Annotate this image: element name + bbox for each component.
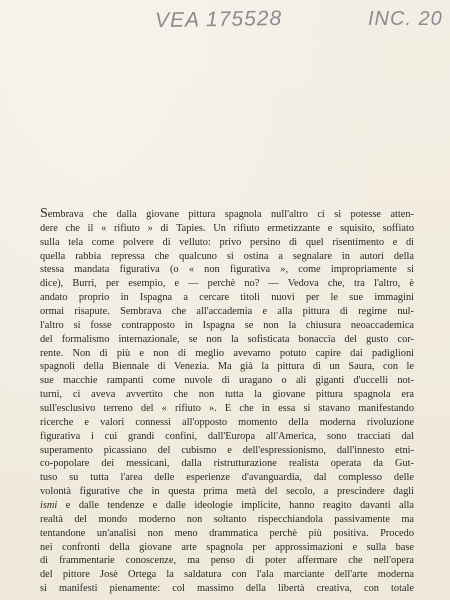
text-line-19: co-popolare dei messicani, dalla ristrutturazione realista operata da Gut- <box>40 458 414 470</box>
initial-letter: S <box>40 206 48 221</box>
text-line-26: di frammentarie conoscenze, ma penso di poter affermare che nell'opera <box>40 555 414 567</box>
inventory-number-stamp <box>368 8 443 31</box>
inventory-stamp-text: VEA 175528 <box>154 6 283 33</box>
inventory-stamp <box>155 7 283 33</box>
text-line-5: stessa mandata figurativa (o « non figurativa », come impropriamente si <box>40 264 414 276</box>
text-line-11: rente. Non di più e non di meglio avevamo potuto capire dai padiglioni <box>40 347 414 359</box>
inventory-number-text: INC. 20 <box>368 8 443 30</box>
text-line-13: sue macchie rampanti come nuvole di uragano o ali giganti d'uccelli not- <box>40 375 414 387</box>
text-line-22: ismi e dalle tendenze e dalle ideologie implicite, hanno reagito davanti alla <box>40 500 414 512</box>
text-line-4: quella rabbia repressa che qualcuno si ostina a segnalare in autori della <box>40 250 414 262</box>
text-line-14: turni, ci aveva avvertito che non tutta la giovane pittura spagnola era <box>40 389 414 401</box>
text-line-7: andato proprio in Ispagna a cercare titoli nuovi per le sue immagini <box>40 292 414 304</box>
text-line-25: nei confronti della giovane arte spagnola per approssimazioni e sulla base <box>40 541 414 553</box>
text-line-24: tentandone un'analisi non meno drammatica perchè più positiva. Procedo <box>40 527 414 539</box>
text-line-28: si manifesti pienamente: col massimo della libertà creativa, con totale <box>40 583 414 595</box>
text-line-23: realtà del mondo moderno non soltanto rispecchiandola passivamente ma <box>40 513 414 525</box>
text-line-15: sull'esclusivo terreno del « rifiuto ». E che in essa si stavano manifestando <box>40 403 414 415</box>
text-line-12: spagnoli della Biennale di Venezia. Ma già la pittura di un Saura, con le <box>40 361 414 373</box>
text-line-2: dere che il « rifiuto » di Tapies. Un rifiuto ermetizzante e squisito, soffiato <box>40 222 414 234</box>
article-paragraph <box>40 207 414 596</box>
text-line-16: ricerche e valori connessi all'opposto momento della moderna rivoluzione <box>40 416 414 428</box>
text-line-9: l'altro si fosse contrapposto in Ispagna se non la chiusura neoaccademica <box>40 319 414 331</box>
text-line-6: dice), Burri, per esempio, e — perchè no? — Vedova che, tra l'altro, è <box>40 278 414 290</box>
text-line-27: del pittore Josè Ortega la saldatura con l'ala marciante dell'arte moderna <box>40 569 414 581</box>
text-line-8: ormai risapute. Sembrava che all'accademia e alla pittura di regime nul- <box>40 306 414 318</box>
text-line-20: tuso su tutta l'area delle esperienze d'avanguardia, dal complesso delle <box>40 472 414 484</box>
text-line-10: del formalismo internazionale, se non la sofisticata bonaccia del gusto cor- <box>40 333 414 345</box>
text-line-3: sulla tela come polvere di velluto: privo persino di quel risentimento e di <box>40 236 414 248</box>
italic-word: ismi <box>40 500 58 512</box>
text-line-17: figurativa i cui grandi confini, dall'Europa all'America, sono tracciati dal <box>40 430 414 442</box>
text-line-21: volontà figurative che in questa prima metà del secolo, a prescindere dagli <box>40 486 414 498</box>
text-line-18: superamento picassiano del cubismo e dell'espressionismo, dall'innesto etni- <box>40 444 414 456</box>
text-line-1: Sembrava che dalla giovane pittura spagnola null'altro ci si potesse atten- <box>40 206 414 221</box>
